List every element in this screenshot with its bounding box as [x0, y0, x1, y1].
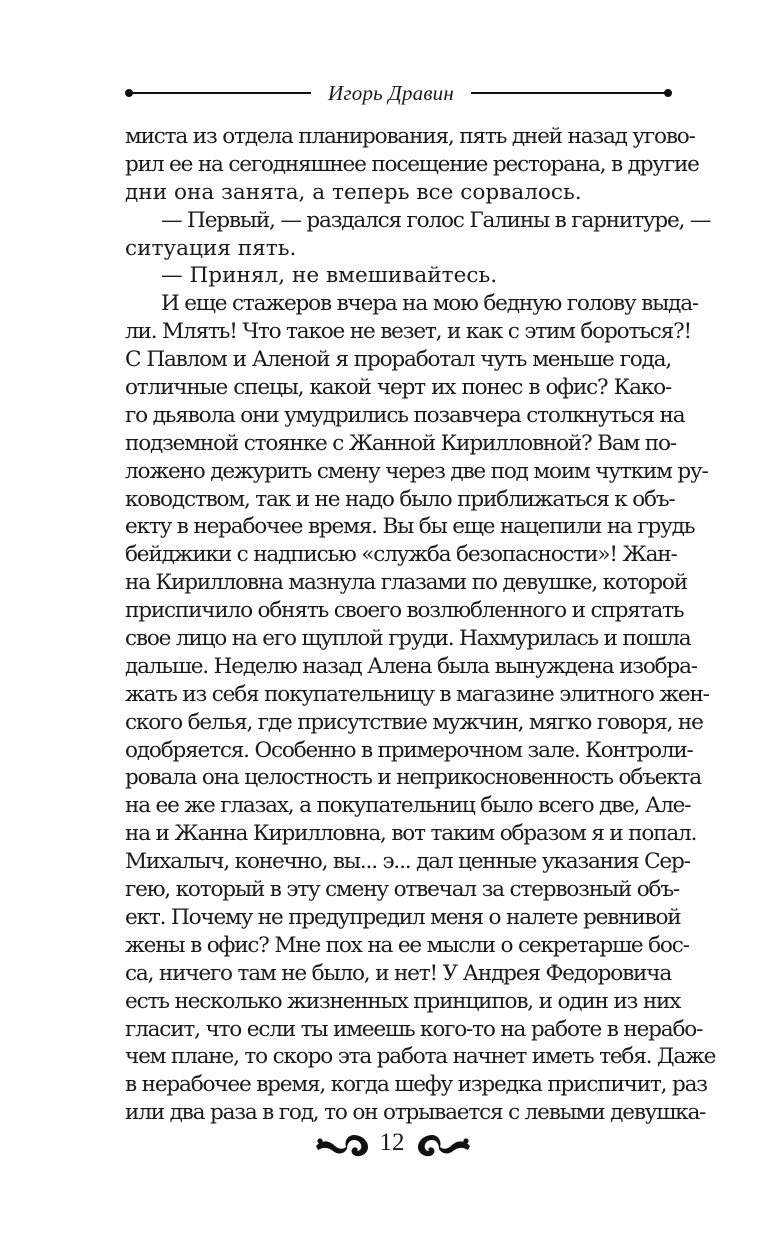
text-line: свое лицо на его щуплой груди. Нахмурилась и пошла [125, 626, 691, 652]
text-line: чем плане, то скоро эта работа начнет иметь тебя. Даже [125, 1044, 716, 1070]
text-line: жены в офис? Мне пох на ее мысли о секретарше бос- [125, 932, 689, 958]
text-line: екту в нерабочее время. Вы бы еще нацепили на грудь [125, 514, 695, 540]
text-line: бейджики с надписью «служба безопасности»! Жан- [125, 542, 677, 568]
header-rule-left [131, 92, 311, 94]
text-line: го дьявола они умудрились позавчера столкнуться на [125, 402, 685, 428]
text-line: на Кирилловна мазнула глазами по девушке, которой [125, 570, 687, 596]
text-line: гею, который в эту смену отвечал за стервозный объ- [125, 877, 679, 903]
left-flourish-ornament [314, 1129, 374, 1161]
header-rule-dot-right [664, 89, 672, 97]
text-line: са, ничего там не было, и нет! У Андрея Федоровича [125, 960, 671, 986]
text-line: на и Жанна Кирилловна, вот таким образом я и попал. [125, 821, 697, 847]
text-line: приспичило обнять своего возлюбленного и спрятать [125, 598, 684, 624]
text-line: Михалыч, конечно, вы... э... дал ценные указания Сер- [125, 849, 690, 875]
text-line: отличные спецы, какой черт их понес в офис? Како- [125, 375, 671, 401]
text-line: или два раза в год, то он отрывается с левыми девушка- [125, 1100, 706, 1126]
right-flourish-ornament [412, 1129, 472, 1161]
running-header [0, 78, 768, 108]
text-line: дни она занята, а теперь все сорвалось. [125, 179, 582, 205]
header-rule-right [471, 92, 669, 94]
text-line: ект. Почему не предупредил меня о налете ревнивой [125, 904, 681, 930]
text-line: жать из себя покупательницу в магазине элитного жен- [125, 681, 709, 707]
text-line: гласит, что если ты имеешь кого-то на работе в нерабо- [125, 1016, 703, 1042]
text-line: ситуация пять. [125, 235, 297, 261]
text-line: ровала она целостность и неприкосновенность объекта [125, 765, 701, 791]
page-number: 12 [379, 1129, 405, 1156]
page-footer [0, 1127, 768, 1167]
text-line: в нерабочее время, когда шефу изредка приспичит, раз [125, 1072, 707, 1098]
text-line: И еще стажеров вчера на мою бедную голову выда- [161, 291, 698, 317]
text-line: подземной стоянке с Жанной Кирилловной? Вам по- [125, 430, 676, 456]
text-line: ли. Млять! Что такое не везет, и как с этим бороться?! [125, 319, 691, 345]
text-line: одобряется. Особенно в примерочном зале. Контроли- [125, 737, 693, 763]
text-line: есть несколько жизненных принципов, и один из них [125, 988, 681, 1014]
text-line: — Принял, не вмешивайтесь. [161, 263, 498, 289]
running-header-author: Игорь Дравин [328, 81, 454, 105]
text-line: ложено дежурить смену через две под моим чутким ру- [125, 458, 708, 484]
text-line: дальше. Неделю назад Алена была вынуждена изобра- [125, 653, 697, 679]
text-line: на ее же глазах, а покупательниц было всего две, Але- [125, 793, 691, 819]
text-line: рил ее на сегодняшнее посещение ресторана, в другие [125, 151, 699, 177]
text-line: С Павлом и Аленой я проработал чуть меньше года, [125, 347, 671, 373]
body-text [125, 123, 716, 1127]
text-line: ского белья, где присутствие мужчин, мягко говоря, не [125, 709, 703, 735]
text-line: ководством, так и не надо было приближаться к объ- [125, 486, 675, 512]
text-line: — Первый, — раздался голос Галины в гарнитуре, — [161, 207, 711, 233]
text-line: миста из отдела планирования, пять дней назад угово- [125, 124, 695, 149]
